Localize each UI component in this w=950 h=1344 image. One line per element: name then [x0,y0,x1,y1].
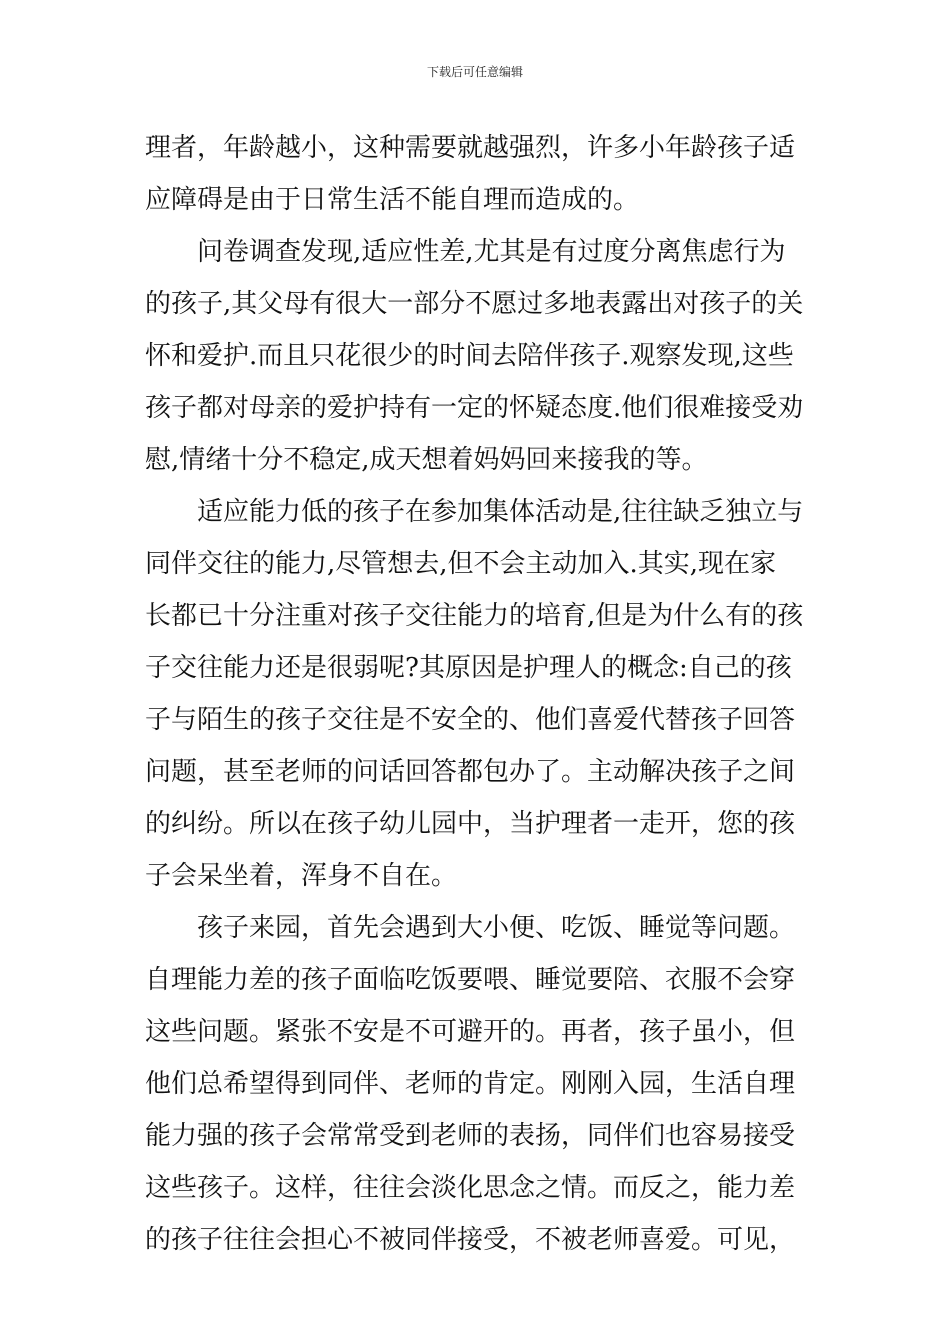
text-line: 这些孩子。这样，往往会淡化思念之情。而反之，能力差 [145,1173,796,1203]
text-line: 怀和爱护.而且只花很少的时间去陪伴孩子.观察发现,这些 [145,341,794,371]
paragraph-4 [145,902,811,1266]
text-line: 的孩子,其父母有很大一部分不愿过多地表露出对孩子的关 [145,289,804,319]
text-line: 应障碍是由于日常生活不能自理而造成的。 [145,185,640,215]
text-line: 慰,情绪十分不稳定,成天想着妈妈回来接我的等。 [145,445,708,475]
text-line: 长都已十分注重对孩子交往能力的培育,但是为什么有的孩 [145,601,804,631]
paragraph-3 [145,486,811,902]
text-line: 理者，年龄越小，这种需要就越强烈，许多小年龄孩子适 [145,133,796,163]
text-line: 他们总希望得到同伴、老师的肯定。刚刚入园，生活自理 [145,1069,796,1099]
text-line: 的孩子往往会担心不被同伴接受，不被老师喜爱。可见， [145,1225,796,1255]
text-line: 子交往能力还是很弱呢?其原因是护理人的概念:自己的孩 [145,653,792,683]
text-line: 孩子来园，首先会遇到大小便、吃饭、睡觉等问题。 [197,913,796,943]
text-line: 同伴交往的能力,尽管想去,但不会主动加入.其实,现在家 [145,549,777,579]
text-line: 子与陌生的孩子交往是不安全的、他们喜爱代替孩子回答 [145,705,796,735]
document-body [145,122,811,1266]
text-line: 自理能力差的孩子面临吃饭要喂、睡觉要陪、衣服不会穿 [145,965,796,995]
text-line: 孩子都对母亲的爱护持有一定的怀疑态度.他们很难接受劝 [145,393,804,423]
text-line: 子会呆坐着，浑身不自在。 [145,861,458,891]
text-line: 能力强的孩子会常常受到老师的表扬，同伴们也容易接受 [145,1121,796,1151]
paragraph-1 [145,122,811,226]
text-line: 问题，甚至老师的问话回答都包办了。主动解决孩子之间 [145,757,796,787]
text-line: 问卷调查发现,适应性差,尤其是有过度分离焦虑行为 [197,237,786,267]
text-line: 这些问题。紧张不安是不可避开的。再者，孩子虽小，但 [145,1017,796,1047]
text-line: 适应能力低的孩子在参加集体活动是,往往缺乏独立与 [197,497,804,527]
page-header: 下载后可任意编辑 [426,65,523,79]
text-line: 的纠纷。所以在孩子幼儿园中，当护理者一走开，您的孩 [145,809,796,839]
paragraph-2 [145,226,811,486]
